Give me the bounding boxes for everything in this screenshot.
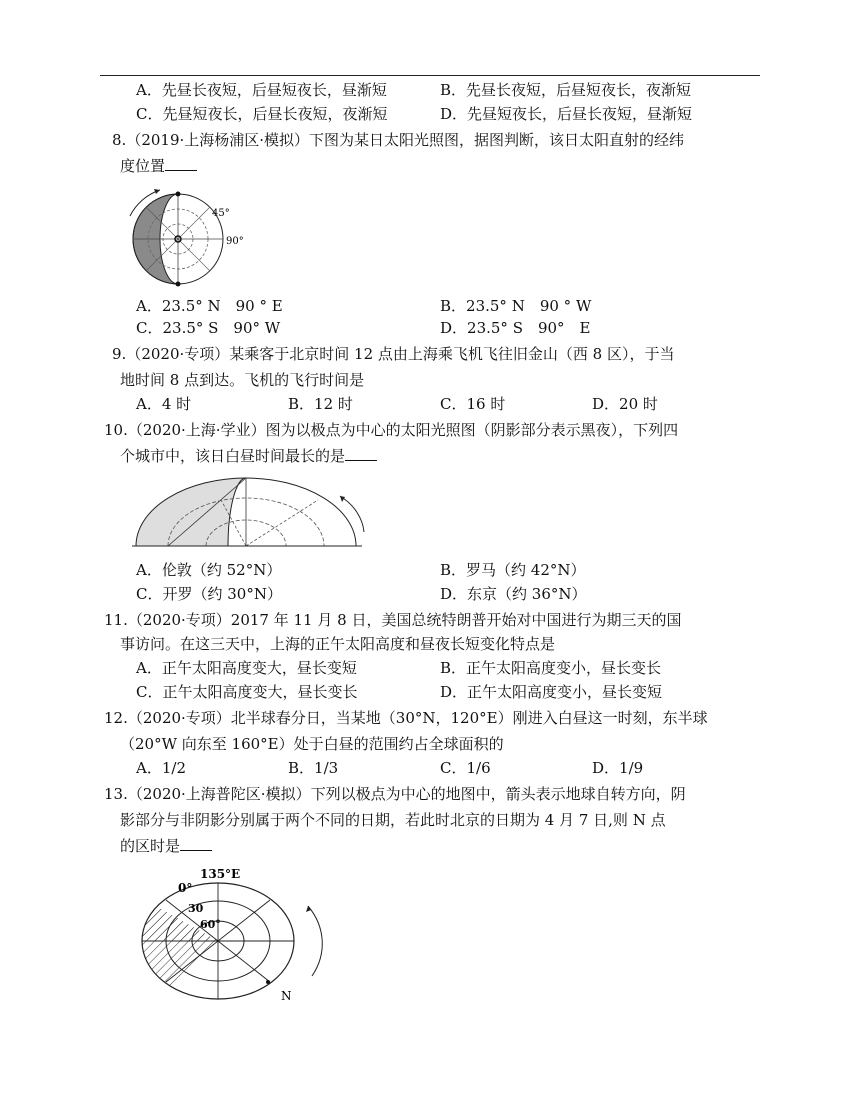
q13-label-n: N [281, 989, 292, 1003]
q9-stem-line1: 9.（2020·专项）某乘客于北京时间 12 点由上海乘飞机飞往旧金山（西 8 区），于当 [112, 345, 675, 363]
q7-option-c[interactable]: C．先昼短夜长，后昼长夜短，夜渐短 [136, 105, 388, 123]
q9-option-b[interactable]: B．12 时 [288, 395, 353, 413]
answer-blank[interactable] [165, 156, 197, 171]
q7-option-a[interactable]: A．先昼长夜短，后昼短夜长，昼渐短 [136, 81, 387, 99]
answer-blank[interactable] [345, 446, 377, 461]
q12-option-a[interactable]: A．1/2 [136, 759, 186, 777]
q13-stem-line3: 的区时是 [120, 836, 212, 856]
q10-option-d[interactable]: D．东京（约 36°N） [440, 585, 587, 603]
q10-option-a[interactable]: A．伦敦（约 52°N） [136, 561, 282, 579]
q13-stem-line2: 影部分与非阴影分别属于两个不同的日期，若此时北京的日期为 4 月 7 日,则 N 点 [120, 811, 666, 829]
q8-stem-line1: 8.（2019·上海杨浦区·模拟）下图为某日太阳光照图，据图判断，该日太阳直射的经纬 [112, 131, 685, 149]
q7-option-d[interactable]: D．先昼短夜长，后昼长夜短，昼渐短 [440, 105, 693, 123]
q11-option-a[interactable]: A．正午太阳高度变大，昼长变短 [136, 659, 357, 677]
q11-stem-line2: 事访问。在这三天中，上海的正午太阳高度和昼夜长短变化特点是 [120, 635, 556, 653]
q7-option-b[interactable]: B．先昼长夜短，后昼短夜长，夜渐短 [440, 81, 692, 99]
q12-stem-line1: 12.（2020·专项）北半球春分日，当某地（30°N，120°E）刚进入白昼这一时刻，东半球 [104, 709, 708, 727]
q12-stem-line2: （20°W 向东至 160°E）处于白昼的范围约占全球面积的 [120, 735, 504, 753]
q8-option-a[interactable]: A．23.5° N 90 ° E [136, 297, 283, 315]
q8-option-c[interactable]: C．23.5° S 90° W [136, 319, 281, 337]
q10-polar-sunlight-diagram [128, 474, 372, 550]
q8-sunlight-diagram [120, 186, 260, 292]
q12-option-b[interactable]: B．1/3 [288, 759, 339, 777]
q13-label-30: 30 [188, 902, 204, 915]
q11-option-d[interactable]: D．正午太阳高度变小，昼长变短 [440, 683, 663, 701]
header-rule [100, 75, 760, 76]
q8-option-d[interactable]: D．23.5° S 90° E [440, 319, 591, 337]
q8-option-b[interactable]: B．23.5° N 90 ° W [440, 297, 592, 315]
q11-option-b[interactable]: B．正午太阳高度变小，昼长变长 [440, 659, 662, 677]
q8-stem-line2: 度位置 [120, 156, 197, 176]
q12-option-d[interactable]: D．1/9 [592, 759, 644, 777]
q8-label-90: 90° [226, 236, 244, 247]
q10-option-b[interactable]: B．罗马（约 42°N） [440, 561, 586, 579]
q9-option-d[interactable]: D．20 时 [592, 395, 658, 413]
q9-option-a[interactable]: A．4 时 [136, 395, 192, 413]
answer-blank[interactable] [180, 836, 212, 851]
q9-stem-line2: 地时间 8 点到达。飞机的飞行时间是 [120, 371, 365, 389]
q13-polar-map-diagram [136, 866, 336, 1006]
q10-option-c[interactable]: C．开罗（约 30°N） [136, 585, 282, 603]
q12-option-c[interactable]: C．1/6 [440, 759, 491, 777]
q13-stem-line1: 13.（2020·上海普陀区·模拟）下列以极点为中心的地图中，箭头表示地球自转方向，阴 [104, 785, 686, 803]
q13-label-135e: 135°E [200, 867, 241, 881]
q8-label-45: 45° [212, 208, 230, 219]
q9-option-c[interactable]: C．16 时 [440, 395, 506, 413]
q13-label-60: 60° [200, 918, 221, 931]
q11-option-c[interactable]: C．正午太阳高度变大，昼长变长 [136, 683, 358, 701]
q11-stem-line1: 11.（2020·专项）2017 年 11 月 8 日，美国总统特朗普开始对中国进行为期三天的国 [104, 611, 682, 629]
q13-label-0: 0° [178, 881, 193, 895]
q10-stem-line2: 个城市中，该日白昼时间最长的是 [120, 446, 377, 466]
q10-stem-line1: 10.（2020·上海·学业）图为以极点为中心的太阳光照图（阴影部分表示黑夜），下列四 [104, 421, 679, 439]
